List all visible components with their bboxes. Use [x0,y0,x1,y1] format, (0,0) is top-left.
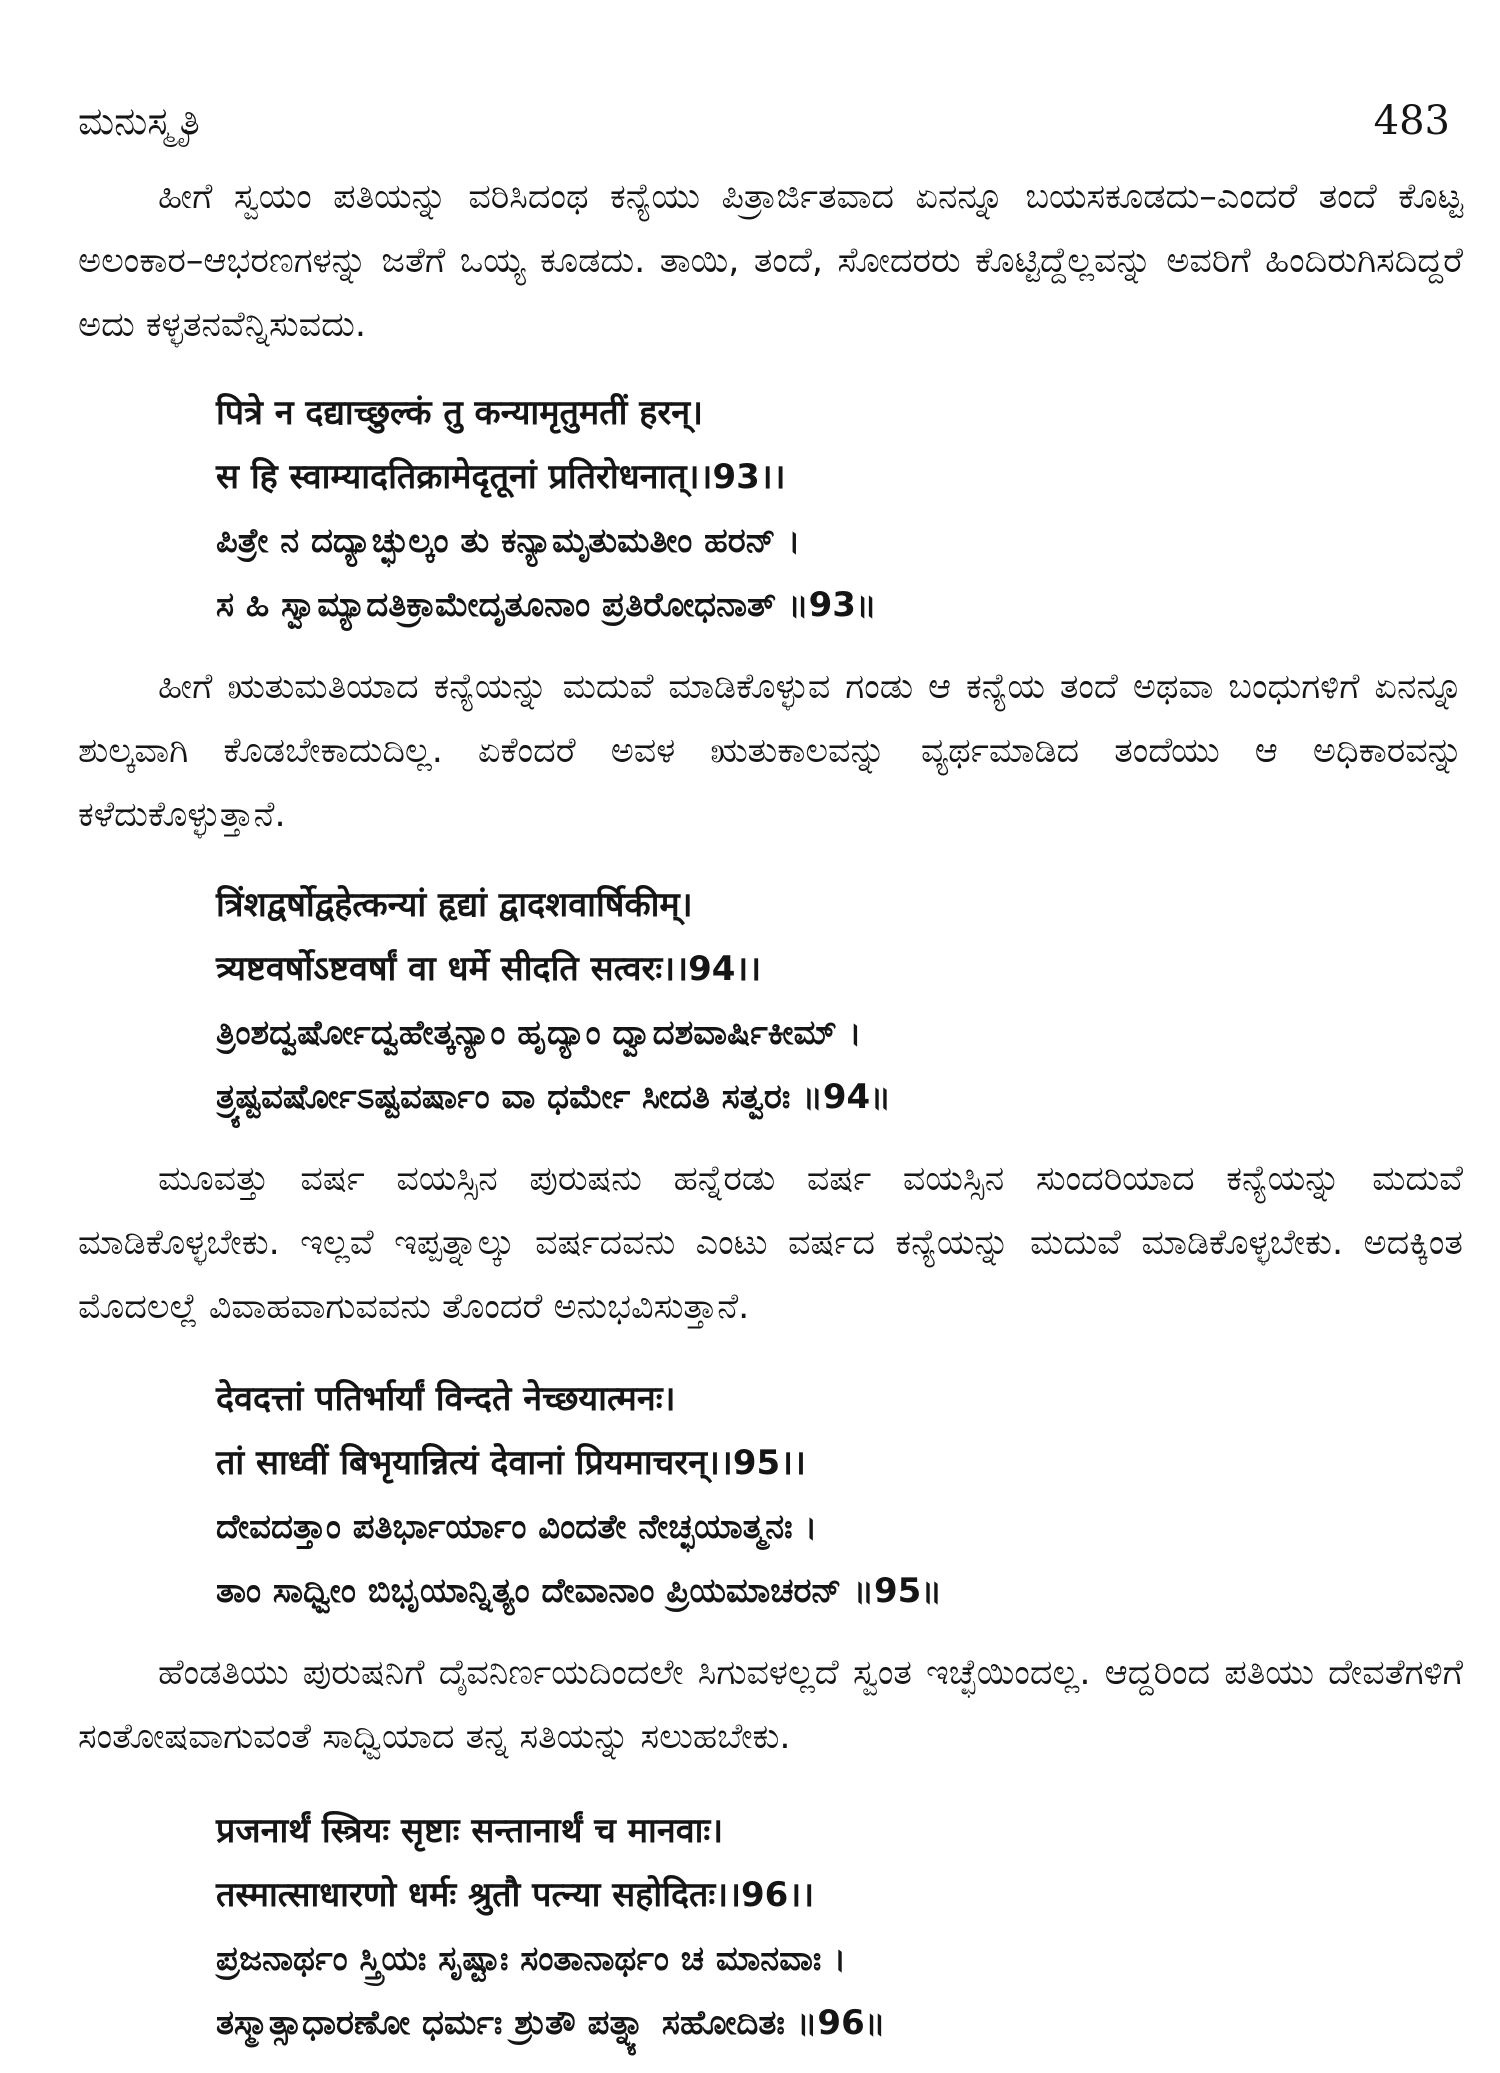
verse-line-kannada: ಸ ಹಿ ಸ್ವಾಮ್ಯಾದತಿಕ್ರಾಮೇದೃತೂನಾಂ ಪ್ರತಿರೋಧನಾತ್ ॥93॥ [216,585,877,625]
verse-line-sanskrit: देवदत्तां पतिर्भार्यां विन्दते नेच्छयात्मनः। [216,1379,676,1419]
verse-line-sanskrit: तां साध्वीं बिभृयान्नित्यं देवानां प्रियमाचरन्।।95।। [216,1443,806,1483]
verse-96 [78,1799,1463,2055]
verse-line-sanskrit: त्रिंशद्वर्षोद्वहेत्कन्यां हृद्यां द्वादशवार्षिकीम्। [216,885,693,925]
verse-line-sanskrit: प्रजनार्थं स्त्रियः सृष्टाः सन्तानार्थं च मानवाः। [216,1811,724,1851]
verse-line-sanskrit: पित्रे न दद्याच्छुल्कं तु कन्यामृतुमतीं हरन्। [216,393,704,433]
verse-line-sanskrit: त्र्यष्टवर्षोऽष्टवर्षां वा धर्मे सीदति सत्वरः।।94।। [216,949,762,989]
verse-line-kannada: ತಾಂ ಸಾಧ್ವೀಂ ಬಿಭೃಯಾನ್ನಿತ್ಯಂ ದೇವಾನಾಂ ಪ್ರಿಯಮಾಚರನ್ ॥95॥ [216,1571,943,1611]
running-title: ಮನುಸ್ಮೃತಿ [78,99,200,143]
verse-line-kannada: ಪಿತ್ರೇ ನ ದದ್ಯಾಚ್ಛುಲ್ಕಂ ತು ಕನ್ಯಾಮೃತುಮತೀಂ ಹರನ್ । [216,521,801,561]
page-header [78,98,1450,144]
commentary-paragraph: ಮೂವತ್ತು ವರ್ಷ ವಯಸ್ಸಿನ ಪುರುಷನು ಹನ್ನೆರಡು ವರ್ಷ ವಯಸ್ಸಿನ ಸುಂದರಿಯಾದ ಕನ್ಯೆಯನ್ನು ಮದುವೆ ಮಾಡಿಕೊಳ್ಳಬೇಕು. ಇಲ್ಲವೆ ಇಪ್ಪತ್ನಾಲ್ಕು ವರ್ಷದವನು ಎಂಟು ವರ್ಷದ ಕನ್ಯೆಯನ್ನು ಮದುವೆ ಮಾಡಿಕೊಳ್ಳಬೇಕು. ಅದಕ್ಕಿಂತ ಮೊದಲಲ್ಲೆ ವಿವಾಹವಾಗುವವನು ತೊಂದರೆ ಅನುಭವಿಸುತ್ತಾನೆ. [78,1159,1463,1327]
verse-95 [78,1367,1463,1623]
verse-line-sanskrit: स हि स्वाम्यादतिक्रामेदृतूनां प्रतिरोधनात्।।93।। [216,457,786,497]
verse-line-kannada: ದೇವದತ್ತಾಂ ಪತಿರ್ಭಾರ್ಯಾಂ ವಿಂದತೇ ನೇಚ್ಛಯಾತ್ಮನಃ । [216,1507,818,1547]
verse-94 [78,873,1463,1129]
verse-line-kannada: ಪ್ರಜನಾರ್ಥಂ ಸ್ತ್ರಿಯಃ ಸೃಷ್ಟಾಃ ಸಂತಾನಾರ್ಥಂ ಚ ಮಾನವಾಃ । [216,1939,847,1979]
commentary-paragraph: ಹೀಗೆ ಸ್ವಯಂ ಪತಿಯನ್ನು ವರಿಸಿದಂಥ ಕನ್ಯೆಯು ಪಿತ್ರಾರ್ಜಿತವಾದ ಏನನ್ನೂ ಬಯಸಕೂಡದು–ಎಂದರೆ ತಂದೆ ಕೊಟ್ಟ ಅಲಂಕಾರ–ಆಭರಣಗಳನ್ನು ಜತೆಗೆ ಒಯ್ಯ ಕೂಡದು. ತಾಯಿ, ತಂದೆ, ಸೋದರರು ಕೊಟ್ಟಿದ್ದೆಲ್ಲವನ್ನು ಅವರಿಗೆ ಹಿಂದಿರುಗಿಸದಿದ್ದರೆ ಅದು ಕಳ್ಳತನವೆನ್ನಿಸುವದು. [78,177,1463,345]
verse-line-kannada: ತ್ರ್ಯಷ್ಟವರ್ಷೋಽಷ್ಟವರ್ಷಾಂ ವಾ ಧರ್ಮೇ ಸೀದತಿ ಸತ್ವರಃ ॥94॥ [216,1077,891,1117]
verse-line-sanskrit: तस्मात्साधारणो धर्मः श्रुतौ पत्न्या सहोदितः।।96।। [216,1875,815,1915]
page-number: 483 [1373,98,1450,144]
commentary-paragraph: ಹೀಗೆ ಋತುಮತಿಯಾದ ಕನ್ಯೆಯನ್ನು ಮದುವೆ ಮಾಡಿಕೊಳ್ಳುವ ಗಂಡು ಆ ಕನ್ಯೆಯ ತಂದೆ ಅಥವಾ ಬಂಧುಗಳಿಗೆ ಏನನ್ನೂ ಶುಲ್ಕವಾಗಿ ಕೊಡಬೇಕಾದುದಿಲ್ಲ. ಏಕೆಂದರೆ ಅವಳ ಋತುಕಾಲವನ್ನು ವ್ಯರ್ಥಮಾಡಿದ ತಂದೆಯು ಆ ಅಧಿಕಾರವನ್ನು ಕಳೆದುಕೊಳ್ಳುತ್ತಾನೆ. [78,667,1463,835]
commentary-paragraph: ಹೆಂಡತಿಯು ಪುರುಷನಿಗೆ ದೈವನಿರ್ಣಯದಿಂದಲೇ ಸಿಗುವಳಲ್ಲದೆ ಸ್ವಂತ ಇಚ್ಛೆಯಿಂದಲ್ಲ. ಆದ್ದರಿಂದ ಪತಿಯು ದೇವತೆಗಳಿಗೆ ಸಂತೋಷವಾಗುವಂತೆ ಸಾಧ್ವಿಯಾದ ತನ್ನ ಸತಿಯನ್ನು ಸಲುಹಬೇಕು. [78,1653,1463,1757]
verse-line-kannada: ತಸ್ಮಾತ್ಸಾಧಾರಣೋ ಧರ್ಮಃ ಶ್ರುತೌ ಪತ್ನ್ಯಾ ಸಹೋದಿತಃ ॥96॥ [216,2003,886,2043]
verse-93 [78,381,1463,637]
verse-line-kannada: ತ್ರಿಂಶದ್ವರ್ಷೋದ್ವಹೇತ್ಕನ್ಯಾಂ ಹೃದ್ಯಾಂ ದ್ವಾದಶವಾರ್ಷಿಕೀಮ್ । [216,1013,862,1053]
page-content [78,165,1463,2073]
